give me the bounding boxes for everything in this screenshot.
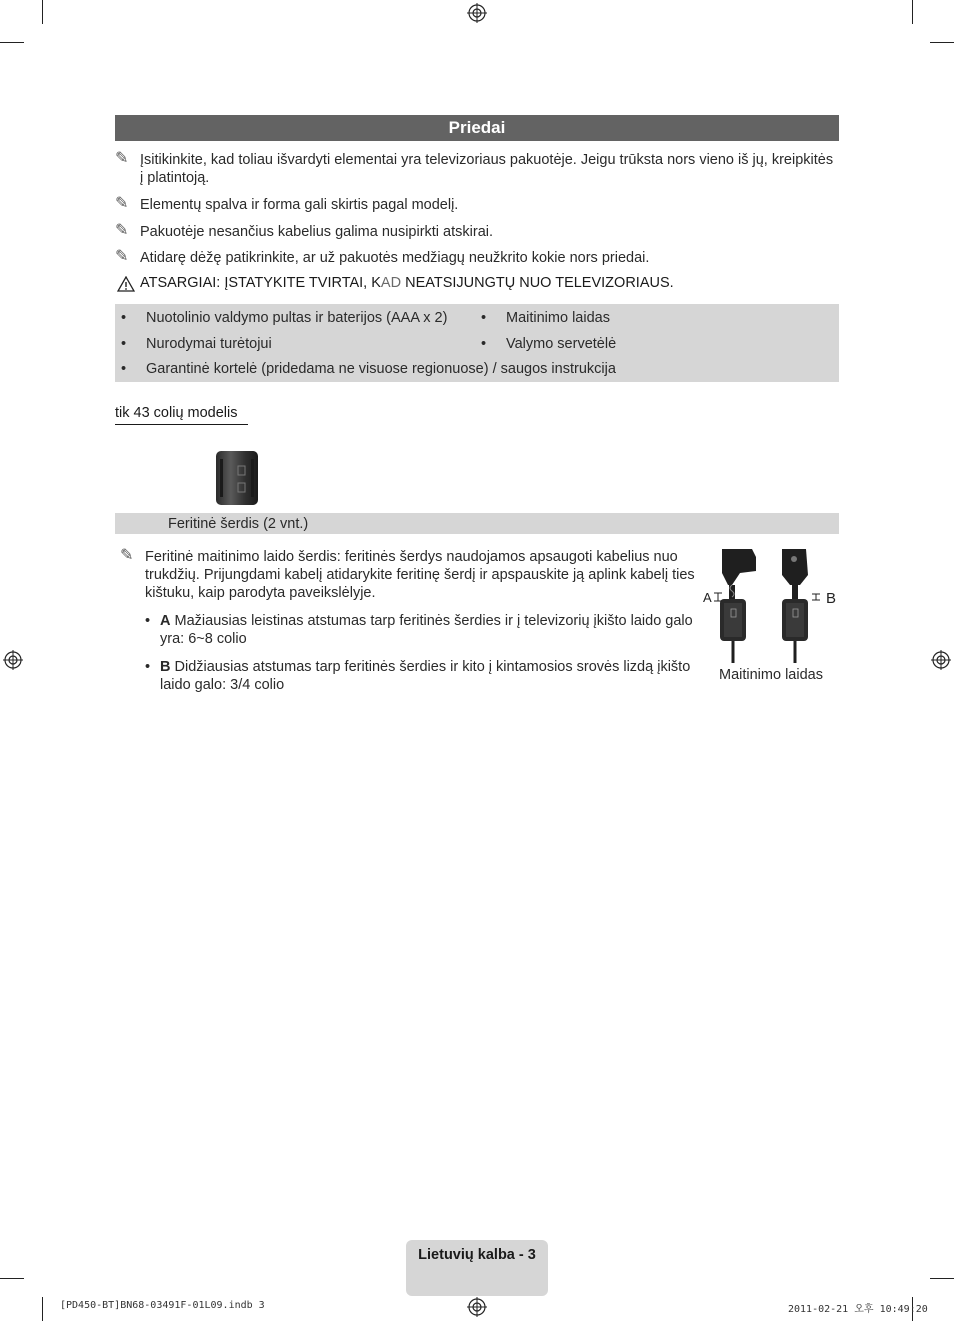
warning-text-part: NEATSIJUNGTŲ NUO TELEVIZORIAUS. [401,275,674,291]
print-file-info: [PD450-BT]BN68-03491F-01L09.indb 3 [60,1300,265,1311]
crop-mark [930,1278,954,1279]
page-number-label: Lietuvių kalba - 3 [418,1247,536,1263]
crop-mark [930,42,954,43]
registration-mark-icon [3,650,23,670]
bullet-text: Mažiausias leistinas atstumas tarp feritinės šerdies ir į televizorių įkišto laido galo yra: 6~8 colio [160,613,693,647]
ferrite-core-image [214,449,260,507]
accessories-list: • Nuotolinio valdymo pultas ir baterijos (AAA x 2) • Maitinimo laidas • Nurodymai turėtojui • Valymo servetėlė • Garantinė kortelė (pridedama ne visuose regionuose) / saugos instrukcija [115,304,839,382]
warning-text [140,275,674,291]
note-text: Pakuotėje nesančius kabelius galima nusipirkti atskirai. [140,224,494,240]
ferrite-note [120,548,705,608]
note-text: Elementų spalva ir forma gali skirtis pagal modelį. [140,197,459,213]
ferrite-caption-bar [115,513,839,534]
list-item-label: Nuotolinio valdymo pultas ir baterijos (AAA x 2) [146,310,448,326]
ferrite-note-text: Feritinė maitinimo laido šerdis: feritinės šerdys naudojamos apsaugoti kabelius nuo trukdžių. Prijungdami kabelį atidarykite feritinę šerdį ir apspauskite ją aplink kabelį ties kištuku, kaip parodyta paveikslėlyje. [145,549,695,601]
pencil-icon: ✎ [115,248,129,265]
registration-mark-icon [931,650,951,670]
model-label: tik 43 colių modelis [115,405,248,425]
pencil-icon: ✎ [120,547,134,564]
warning-row [115,274,839,294]
ferrite-caption: Feritinė šerdis (2 vnt.) [168,516,309,532]
crop-mark [42,1297,43,1321]
bullet-key: B [160,659,171,675]
note-text: Atidarę dėžę patikrinkite, ar už pakuotės medžiagų neužkrito kokie nors priedai. [140,250,650,266]
list-item-label: Maitinimo laidas [506,310,610,326]
crop-mark [42,0,43,24]
figure-caption: Maitinimo laidas [719,667,823,683]
warning-text-part: AD [380,275,402,291]
list-item-label: Garantinė kortelė (pridedama ne visuose regionuose) / saugos instrukcija [146,361,616,377]
figure-label-b: B [826,590,837,607]
note-item [115,151,839,189]
note-item [115,196,839,216]
page-footer-tab [406,1240,548,1296]
note-item [115,249,839,269]
pencil-icon: ✎ [115,195,129,212]
bullet-key: A [160,613,171,629]
crop-mark [0,42,24,43]
section-title: Priedai [115,115,839,141]
figure-label-a: A [703,590,712,605]
pencil-icon: ✎ [115,150,129,167]
note-item [115,223,839,243]
list-item-label: Valymo servetėlė [506,336,617,352]
crop-mark [0,1278,24,1279]
crop-mark [912,0,913,24]
warning-triangle-icon [117,276,135,292]
pencil-icon: ✎ [115,222,129,239]
list-item-label: Nurodymai turėtojui [146,336,272,352]
power-cord-figure [700,545,840,665]
note-text: Įsitikinkite, kad toliau išvardyti elementai yra televizoriaus pakuotėje. Jeigu trūksta nors vieno iš jų, kreipkitės į platintoją. [140,152,834,186]
bullet-text: Didžiausias atstumas tarp feritinės šerdies ir kito į kintamosios srovės lizdą įkišto laido galo: 3/4 colio [160,659,691,693]
registration-mark-icon [467,1297,487,1317]
print-date-info: 2011-02-21 오후 10:49:20 [788,1304,928,1315]
warning-text-part: ATSARGIAI: ĮSTATYKITE TVIRTAI, K [140,275,381,291]
registration-mark-icon [467,3,487,23]
